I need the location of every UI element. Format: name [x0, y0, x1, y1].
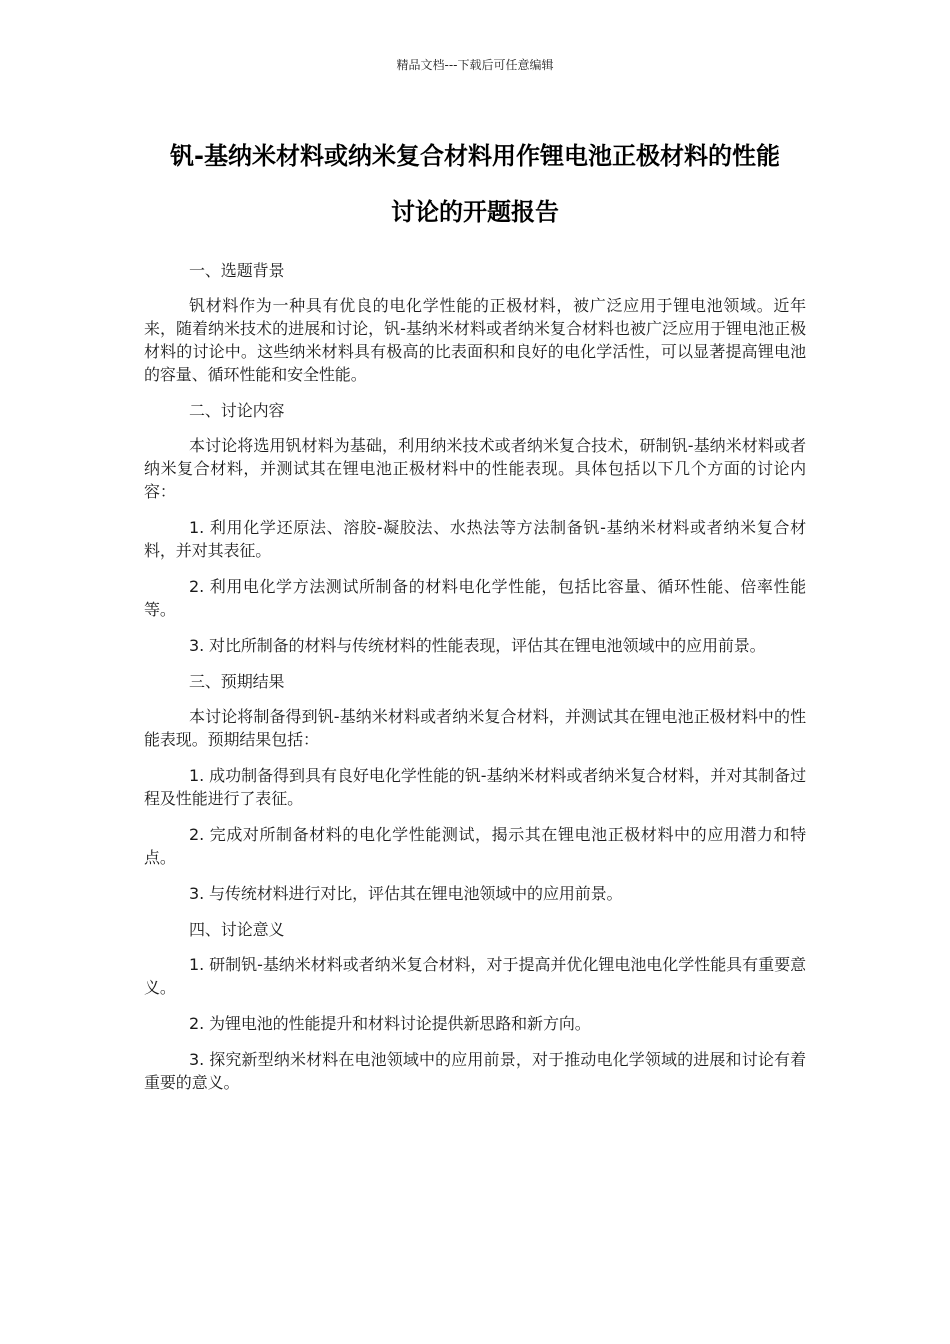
list-item: 1. 利用化学还原法、溶胶-凝胶法、水热法等方法制备钒-基纳米材料或者纳米复合材料，并对其表征。: [144, 518, 806, 560]
paragraph-background: 钒材料作为一种具有优良的电化学性能的正极材料，被广泛应用于锂电池领域。近年来，随着纳米技术的进展和讨论，钒-基纳米材料或者纳米复合材料也被广泛应用于锂电池正极材料的讨论中。这些纳米材料具有极高的比表面积和良好的电化学活性，可以显著提高锂电池的容量、循环性能和安全性能。: [144, 296, 806, 384]
document-title: [100, 128, 850, 240]
list-item: 1. 研制钒-基纳米材料或者纳米复合材料，对于提高并优化锂电池电化学性能具有重要意义。: [144, 955, 806, 997]
section-heading-significance: 四、讨论意义: [189, 920, 285, 939]
title-line-1: 钒-基纳米材料或纳米复合材料用作锂电池正极材料的性能: [170, 142, 780, 170]
section-heading-content: 二、讨论内容: [189, 401, 285, 420]
section-heading-results: 三、预期结果: [189, 672, 285, 691]
header-note: 精品文档---下载后可任意编辑: [396, 58, 554, 72]
list-item: 2. 完成对所制备材料的电化学性能测试，揭示其在锂电池正极材料中的应用潜力和特点。: [144, 825, 806, 867]
title-line-2: 讨论的开题报告: [391, 198, 559, 226]
section-heading-background: 一、选题背景: [189, 261, 285, 280]
list-item: 3. 探究新型纳米材料在电池领域中的应用前景，对于推动电化学领域的进展和讨论有着重要的意义。: [144, 1050, 806, 1092]
paragraph-content-intro: 本讨论将选用钒材料为基础，利用纳米技术或者纳米复合技术，研制钒-基纳米材料或者纳米复合材料，并测试其在锂电池正极材料中的性能表现。具体包括以下几个方面的讨论内容：: [144, 436, 806, 501]
list-item: 3. 对比所制备的材料与传统材料的性能表现，评估其在锂电池领域中的应用前景。: [189, 636, 766, 655]
list-item: 3. 与传统材料进行对比，评估其在锂电池领域中的应用前景。: [189, 884, 623, 903]
list-item: 2. 为锂电池的性能提升和材料讨论提供新思路和新方向。: [189, 1014, 591, 1033]
paragraph-results-intro: 本讨论将制备得到钒-基纳米材料或者纳米复合材料，并测试其在锂电池正极材料中的性能表现。预期结果包括：: [144, 707, 806, 749]
list-item: 1. 成功制备得到具有良好电化学性能的钒-基纳米材料或者纳米复合材料，并对其制备过程及性能进行了表征。: [144, 766, 806, 808]
document-body: [144, 259, 806, 1107]
list-item: 2. 利用电化学方法测试所制备的材料电化学性能，包括比容量、循环性能、倍率性能等。: [144, 577, 806, 619]
